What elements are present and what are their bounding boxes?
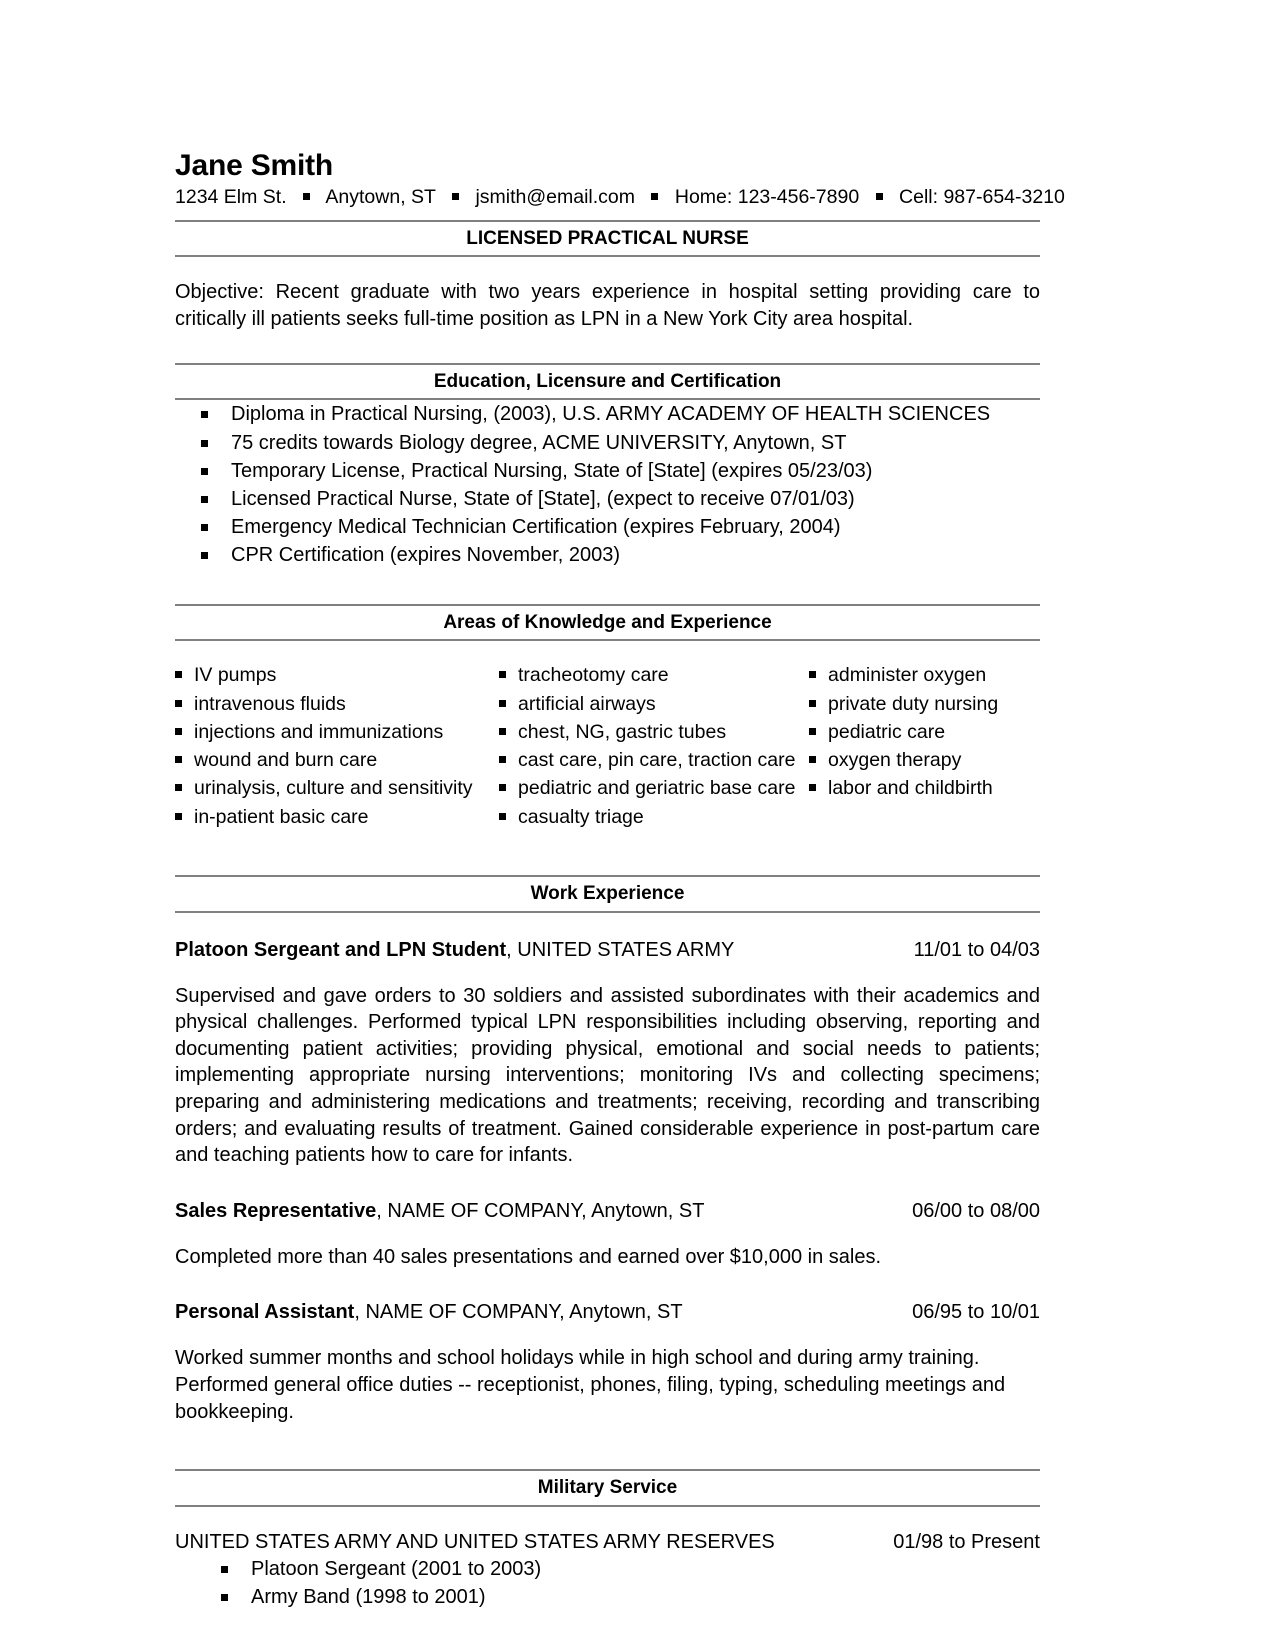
list-item-label: pediatric and geriatric base care: [518, 777, 796, 800]
job-description-wrap: [175, 1325, 1040, 1425]
list-item: [499, 718, 809, 746]
military-section: [175, 1425, 1040, 1611]
skills-heading-band: [175, 604, 1040, 642]
list-item: [175, 541, 1040, 569]
list-item: [175, 485, 1040, 513]
list-item-label: 75 credits towards Biology degree, ACME UNIVERSITY, Anytown, ST: [231, 431, 847, 454]
list-item: [175, 718, 499, 746]
list-item-label: oxygen therapy: [828, 749, 962, 772]
list-item-label: urinalysis, culture and sensitivity: [194, 777, 473, 800]
list-item-label: intravenous fluids: [194, 692, 346, 715]
job-description-wrap: [175, 963, 1040, 1169]
job-company: , UNITED STATES ARMY: [506, 938, 735, 961]
job-company: , NAME OF COMPANY, Anytown, ST: [376, 1199, 705, 1222]
separator-square-icon: [876, 193, 883, 200]
job-title: Personal Assistant: [175, 1301, 355, 1324]
job-entry: [175, 1169, 1040, 1271]
list-item-label: cast care, pin care, traction care: [518, 749, 796, 772]
skills-section: [175, 570, 1040, 831]
list-item: [175, 1555, 1040, 1583]
list-item-label: CPR Certification (expires November, 2003): [231, 544, 621, 567]
separator-square-icon: [303, 193, 310, 200]
list-item-label: Licensed Practical Nurse, State of [State], (expect to receive 07/01/03): [231, 487, 855, 510]
military-heading: Military Service: [537, 1477, 678, 1499]
objective-text: Objective: Recent graduate with two years experience in hospital setting providing care to critically ill patients seeks full-time position as LPN in a New York City area hospital.: [175, 281, 1040, 331]
job-header: [175, 1198, 1040, 1224]
military-entry: [175, 1507, 1040, 1611]
contact-email[interactable]: jsmith@email.com: [475, 186, 636, 209]
bullet-square-icon: [175, 756, 182, 763]
skills-column-2: [499, 661, 809, 831]
bullet-square-icon: [201, 524, 208, 531]
military-heading-band: [175, 1469, 1040, 1507]
bullet-square-icon: [809, 756, 816, 763]
headline-band: [175, 220, 1040, 258]
list-item: [499, 690, 809, 718]
separator-square-icon: [452, 193, 459, 200]
list-item-label: chest, NG, gastric tubes: [518, 720, 727, 743]
job-entry: [175, 1270, 1040, 1425]
bullet-square-icon: [201, 440, 208, 447]
contact-line: [175, 184, 1065, 210]
job-entry: [175, 913, 1040, 1169]
bullet-square-icon: [201, 552, 208, 559]
job-header: [175, 937, 1040, 963]
bullet-square-icon: [175, 700, 182, 707]
job-title-line: [175, 1299, 857, 1325]
education-heading: Education, Licensure and Certification: [433, 370, 782, 392]
bullet-square-icon: [499, 700, 506, 707]
separator-square-icon: [651, 193, 658, 200]
list-item: [499, 774, 809, 802]
list-item: [175, 513, 1040, 541]
list-item-label: wound and burn care: [194, 749, 378, 772]
job-title: Sales Representative: [175, 1199, 377, 1222]
contact-city-state: Anytown, ST: [325, 186, 436, 209]
list-item-label: private duty nursing: [828, 692, 999, 715]
bullet-square-icon: [499, 671, 506, 678]
job-dates: 06/00 to 08/00: [912, 1199, 1040, 1222]
list-item-label: injections and immunizations: [194, 720, 444, 743]
list-item: [809, 774, 1040, 802]
military-header: [175, 1529, 1040, 1555]
job-dates: 06/95 to 10/01: [912, 1301, 1040, 1324]
work-section: [175, 831, 1040, 1425]
job-header: [175, 1299, 1040, 1325]
job-description: Worked summer months and school holidays while in high school and during army training. Performed general office duties -- receptionist, phones, filing, typing, scheduling meetings and bookkeeping.: [175, 1347, 1006, 1423]
list-item: [499, 661, 809, 689]
list-item: [175, 803, 499, 831]
list-item-label: labor and childbirth: [828, 777, 993, 800]
contact-cell-phone: Cell: 987-654-3210: [899, 186, 1065, 209]
bullet-square-icon: [175, 784, 182, 791]
list-item: [175, 457, 1040, 485]
military-list: [175, 1555, 1040, 1611]
bullet-square-icon: [809, 728, 816, 735]
bullet-square-icon: [221, 1566, 228, 1573]
job-description: Completed more than 40 sales presentations and earned over $10,000 in sales.: [175, 1245, 882, 1268]
education-section: [175, 363, 1040, 570]
bullet-square-icon: [809, 700, 816, 707]
education-list: [175, 400, 1040, 569]
work-heading: Work Experience: [530, 882, 685, 904]
bullet-square-icon: [175, 813, 182, 820]
bullet-square-icon: [809, 671, 816, 678]
skills-columns: [175, 641, 1040, 831]
list-item-label: IV pumps: [194, 664, 277, 687]
bullet-square-icon: [499, 728, 506, 735]
contact-home-phone: Home: 123-456-7890: [674, 186, 860, 209]
bullet-square-icon: [201, 468, 208, 475]
skills-column-1: [175, 661, 499, 831]
job-title: Platoon Sergeant and LPN Student: [175, 938, 507, 961]
bullet-square-icon: [499, 784, 506, 791]
job-title-line: [175, 937, 857, 963]
list-item: [809, 718, 1040, 746]
bullet-square-icon: [175, 671, 182, 678]
list-item: [809, 690, 1040, 718]
bullet-square-icon: [175, 728, 182, 735]
list-item-label: Platoon Sergeant (2001 to 2003): [251, 1557, 542, 1580]
list-item-label: pediatric care: [828, 720, 946, 743]
skills-column-3: [809, 661, 1040, 831]
military-organization: UNITED STATES ARMY AND UNITED STATES ARMY RESERVES: [175, 1530, 775, 1553]
list-item: [175, 661, 499, 689]
resume-header: [175, 149, 1065, 211]
list-item: [175, 429, 1040, 457]
list-item: [809, 661, 1040, 689]
list-item-label: administer oxygen: [828, 664, 987, 687]
list-item-label: Diploma in Practical Nursing, (2003), U.S. ARMY ACADEMY OF HEALTH SCIENCES: [231, 403, 991, 426]
list-item-label: Emergency Medical Technician Certification (expires February, 2004): [231, 516, 841, 539]
list-item-label: casualty triage: [518, 805, 644, 828]
list-item: [499, 803, 809, 831]
bullet-square-icon: [499, 813, 506, 820]
list-item-label: Army Band (1998 to 2001): [251, 1586, 486, 1609]
job-dates: 11/01 to 04/03: [913, 938, 1040, 961]
list-item: [175, 774, 499, 802]
job-title-line: [175, 1198, 857, 1224]
job-company: , NAME OF COMPANY, Anytown, ST: [354, 1301, 683, 1324]
resume-content: [175, 149, 1065, 1611]
contact-address: 1234 Elm St.: [175, 186, 287, 209]
headline-text: LICENSED PRACTICAL NURSE: [466, 227, 749, 249]
list-item-label: in-patient basic care: [194, 805, 369, 828]
military-dates: 01/98 to Present: [893, 1530, 1040, 1553]
list-item: [175, 746, 499, 774]
work-heading-band: [175, 875, 1040, 913]
bullet-square-icon: [221, 1594, 228, 1601]
job-description-wrap: [175, 1224, 1040, 1271]
education-heading-band: [175, 363, 1040, 401]
list-item-label: tracheotomy care: [518, 664, 669, 687]
list-item: [499, 746, 809, 774]
list-item: [175, 1583, 1040, 1611]
skills-heading: Areas of Knowledge and Experience: [443, 611, 772, 633]
list-item: [175, 690, 499, 718]
list-item: [175, 400, 1040, 428]
page-title: Jane Smith: [175, 149, 334, 182]
list-item-label: Temporary License, Practical Nursing, State of [State] (expires 05/23/03): [231, 459, 873, 482]
list-item: [809, 746, 1040, 774]
list-item-label: artificial airways: [518, 692, 656, 715]
objective-section: [175, 257, 1040, 358]
bullet-square-icon: [499, 756, 506, 763]
bullet-square-icon: [201, 496, 208, 503]
bullet-square-icon: [809, 784, 816, 791]
job-description: Supervised and gave orders to 30 soldiers and assisted subordinates with their academics and physical challenges. Performed typical LPN responsibilities including observing, reporting and documenting patient activities; providing physical, emotional and social needs to patients; implementing appropriate nursing interventions; monitoring IVs and collecting specimens; preparing and administering medications and treatments; receiving, recording and transcribing orders; and evaluating results of treatment. Gained considerable experience in post-partum care and teaching patients how to care for infants.: [175, 984, 1040, 1167]
bullet-square-icon: [201, 411, 208, 418]
